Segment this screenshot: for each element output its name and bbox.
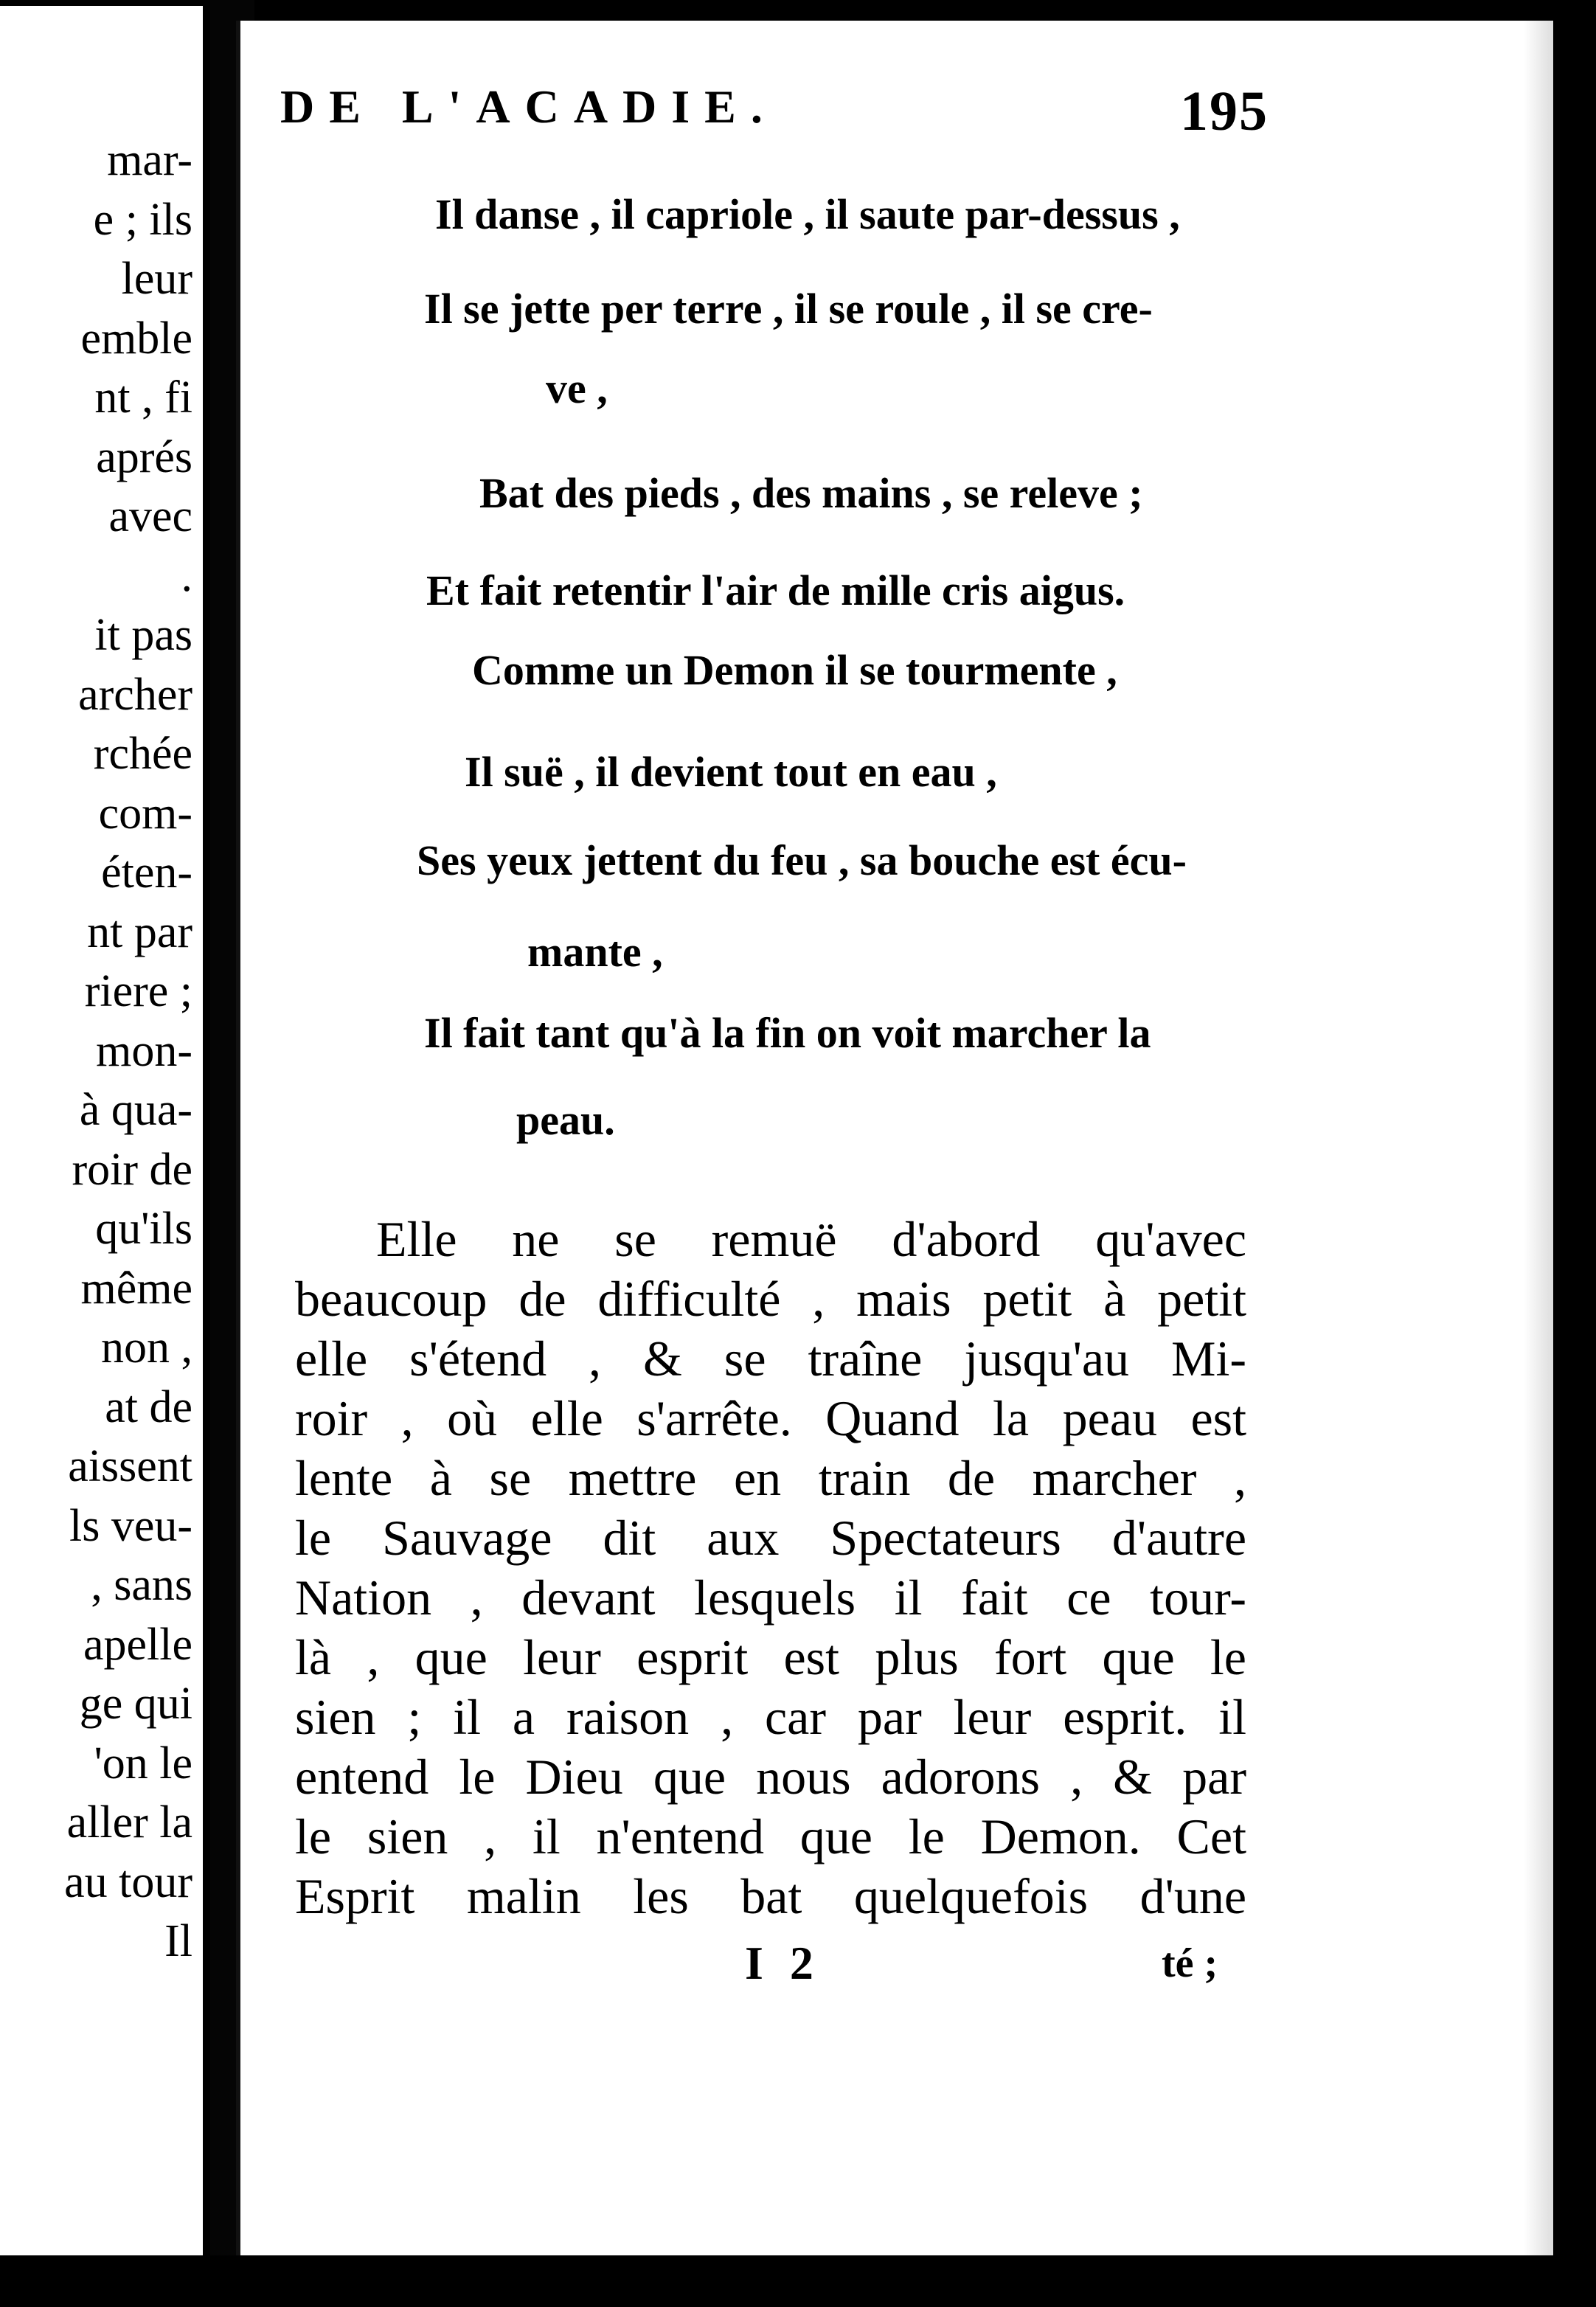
previous-page-line: com- (98, 788, 192, 839)
prose-line: là , que leur esprit est plus fort que le (295, 1629, 1246, 1685)
prose-line: roir , où elle s'arrête. Quand la peau est (295, 1390, 1246, 1446)
previous-page-line: qu'ils (95, 1204, 192, 1254)
previous-page-line: roir de (72, 1144, 192, 1195)
previous-page-line: . (181, 550, 192, 601)
previous-page-sheet (0, 6, 203, 2255)
previous-page-line: non , (101, 1322, 192, 1373)
page-number: 195 (1180, 80, 1269, 142)
previous-page-line: mar- (107, 135, 192, 185)
prose-line: sien ; il a raison , car par leur esprit. il (295, 1689, 1246, 1745)
previous-page-line: nt , fi (94, 372, 192, 423)
prose-line: lente à se mettre en train de marcher , (295, 1450, 1246, 1506)
previous-page-line: aprés (96, 431, 192, 482)
previous-page-line: emble (80, 313, 192, 364)
previous-page-line: mon- (96, 1025, 192, 1076)
signature-mark: I 2 (745, 1937, 821, 1989)
previous-page-line: archer (78, 669, 192, 720)
catchword: té ; (1162, 1940, 1218, 1986)
previous-page-line: leur (121, 254, 192, 304)
previous-page-line: at de (105, 1381, 192, 1432)
previous-page-line: 'on le (94, 1738, 192, 1789)
previous-page-line: nt par (87, 906, 192, 957)
previous-page-line: apelle (83, 1619, 192, 1670)
previous-page-fragment (0, 0, 212, 2307)
prose-line: elle s'étend , & se traîne jusqu'au Mi- (295, 1331, 1246, 1387)
running-title: DE L'ACADIE. (280, 80, 777, 133)
prose-line: entend le Dieu que nous adorons , & par (295, 1749, 1246, 1805)
verse-line: Il danse , il capriole , il saute par-dessus , (435, 190, 1180, 238)
verse-line: Et fait retentir l'air de mille cris aigus. (426, 566, 1125, 614)
previous-page-line: riere ; (84, 966, 192, 1016)
previous-page-line: même (80, 1263, 192, 1314)
scan-border (0, 2255, 1596, 2307)
verse-line: Il suë , il devient tout en eau , (465, 748, 997, 796)
previous-page-line: it pas (94, 610, 192, 660)
verse-line: Bat des pieds , des mains , se releve ; (479, 469, 1143, 517)
verse-line: mante , (527, 928, 663, 976)
previous-page-line: aller la (66, 1797, 192, 1848)
previous-page-line: avec (108, 491, 192, 541)
page-edge-shading (1524, 21, 1553, 2255)
prose-paragraph (295, 1210, 1246, 1926)
previous-page-line: e ; ils (93, 194, 192, 245)
previous-page-line: ge qui (79, 1679, 192, 1729)
previous-page-line: aissent (68, 1441, 192, 1491)
previous-page-line: Il (164, 1916, 192, 1966)
running-header (280, 80, 1269, 146)
prose-line: Nation , devant lesquels il fait ce tour- (295, 1569, 1246, 1626)
previous-page-line: éten- (101, 847, 192, 898)
prose-line: Elle ne se remuë d'abord qu'avec (376, 1211, 1246, 1267)
previous-page-line: , sans (91, 1560, 192, 1610)
prose-line: le sien , il n'entend que le Demon. Cet (295, 1808, 1246, 1864)
prose-line: le Sauvage dit aux Spectateurs d'autre (295, 1510, 1246, 1566)
previous-page-line: ls veu- (69, 1500, 192, 1551)
verse-line: peau. (516, 1096, 615, 1144)
prose-line: Esprit malin les bat quelquefois d'une (295, 1868, 1246, 1924)
previous-page-line: au tour (64, 1856, 192, 1907)
verse-line: Ses yeux jettent du feu , sa bouche est écu- (417, 836, 1187, 884)
prose-line: beaucoup de difficulté , mais petit à petit (295, 1271, 1246, 1327)
verse-line: ve , (546, 364, 608, 412)
verse-line: Comme un Demon il se tourmente , (472, 646, 1117, 694)
verse-line: Il se jette per terre , il se roule , il se cre- (424, 285, 1153, 333)
verse-line: Il fait tant qu'à la fin on voit marcher la (424, 1009, 1151, 1057)
previous-page-line: à qua- (79, 1085, 192, 1135)
previous-page-line: rchée (93, 729, 192, 779)
